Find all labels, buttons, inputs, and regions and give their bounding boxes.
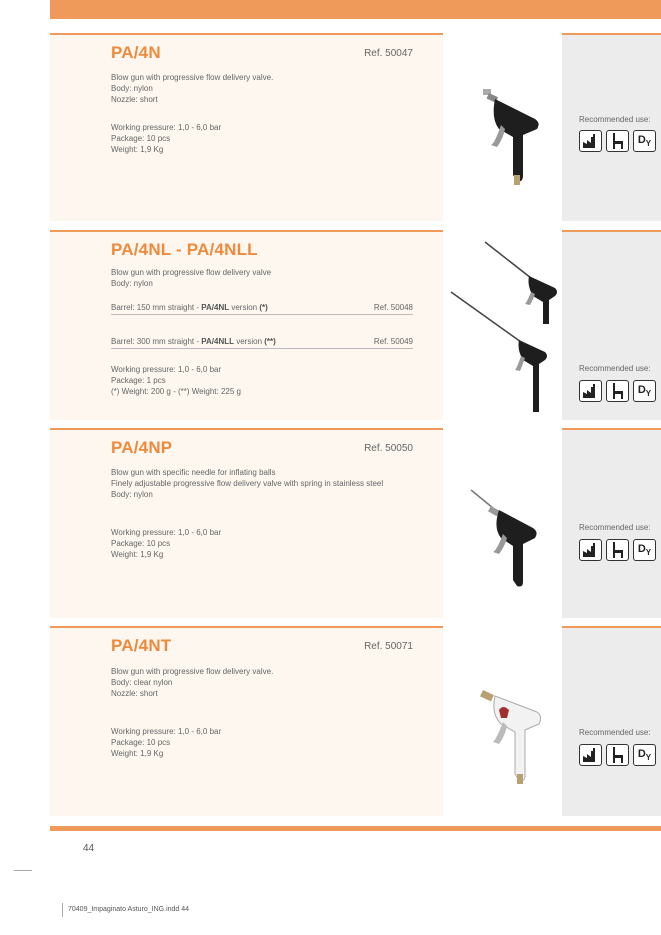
chair-icon — [606, 380, 629, 402]
recommended-label: Recommended use: — [579, 523, 651, 532]
top-accent-bar — [50, 0, 661, 19]
diy-icon: $D_Y$ — [633, 130, 656, 152]
product-title: PA/4N — [111, 43, 161, 62]
product-title: PA/4NP — [111, 438, 173, 457]
clear-blow-gun-icon — [443, 803, 561, 820]
factory-icon — [579, 744, 602, 766]
chair-icon — [606, 744, 629, 766]
product-specs: Working pressure: 1,0 - 6,0 bar Package: 1 pcs (*) Weight: 200 g - (**) Weight: 225 g — [111, 365, 241, 397]
product-image — [443, 230, 561, 420]
product-description: Blow gun with progressive flow delivery valve. Body: clear nylon Nozzle: short — [111, 667, 274, 699]
diy-icon: $D_Y$ — [633, 539, 656, 561]
recommended-use-panel — [562, 230, 661, 420]
product-card-pa4nl — [50, 230, 443, 420]
product-title: PA/4NL - PA/4NLL — [111, 240, 258, 259]
variant-ref: Ref. 50049 — [373, 337, 413, 346]
factory-icon — [579, 130, 602, 152]
product-specs: Working pressure: 1,0 - 6,0 bar Package: 10 pcs Weight: 1,9 Kg — [111, 123, 222, 155]
product-ref: Ref. 50071 — [364, 641, 413, 652]
product-image — [443, 33, 561, 221]
long-barrel-blow-gun-icon — [443, 407, 561, 424]
product-description: Blow gun with specific needle for inflating balls Finely adjustable progressive flow delivery valve with spring in stainless steel Body: nylon — [111, 468, 384, 500]
product-title: PA/4NT — [111, 636, 172, 655]
needle-blow-gun-icon — [443, 605, 561, 622]
divider — [14, 870, 32, 871]
product-card-pa4n — [50, 33, 443, 221]
footer-file-label: 70409_Impaginato Asturo_ING.indd 44 — [68, 906, 190, 913]
recommended-label: Recommended use: — [579, 115, 651, 124]
black-blow-gun-icon — [443, 208, 561, 225]
recommended-label: Recommended use: — [579, 364, 651, 373]
divider — [62, 903, 63, 917]
variant-row: Barrel: 150 mm straight - PA/4NL version (*) Ref. 50048 — [111, 303, 413, 315]
recommended-use-panel — [562, 33, 661, 221]
recommended-label: Recommended use: — [579, 728, 651, 737]
factory-icon — [579, 380, 602, 402]
diy-icon: $D_Y$ — [633, 380, 656, 402]
chair-icon — [606, 130, 629, 152]
product-description: Blow gun with progressive flow delivery valve Body: nylon — [111, 268, 272, 289]
product-card-pa4nt — [50, 626, 443, 816]
product-card-pa4np — [50, 428, 443, 618]
product-image — [443, 428, 561, 618]
product-image — [443, 626, 561, 816]
factory-icon — [579, 539, 602, 561]
chair-icon — [606, 539, 629, 561]
page-number: 44 — [83, 843, 95, 854]
recommended-use-panel — [562, 626, 661, 816]
product-ref: Ref. 50050 — [364, 443, 413, 454]
product-specs: Working pressure: 1,0 - 6,0 bar Package: 10 pcs Weight: 1,9 Kg — [111, 528, 222, 560]
bottom-accent-bar — [50, 826, 661, 831]
product-description: Blow gun with progressive flow delivery valve. Body: nylon Nozzle: short — [111, 73, 274, 105]
product-ref: Ref. 50047 — [364, 48, 413, 59]
recommended-use-panel — [562, 428, 661, 618]
product-specs: Working pressure: 1,0 - 6,0 bar Package: 10 pcs Weight: 1,9 Kg — [111, 727, 222, 759]
variant-ref: Ref. 50048 — [373, 303, 413, 312]
variant-row: Barrel: 300 mm straight - PA/4NLL version (**) Ref. 50049 — [111, 337, 413, 349]
diy-icon: $D_Y$ — [633, 744, 656, 766]
